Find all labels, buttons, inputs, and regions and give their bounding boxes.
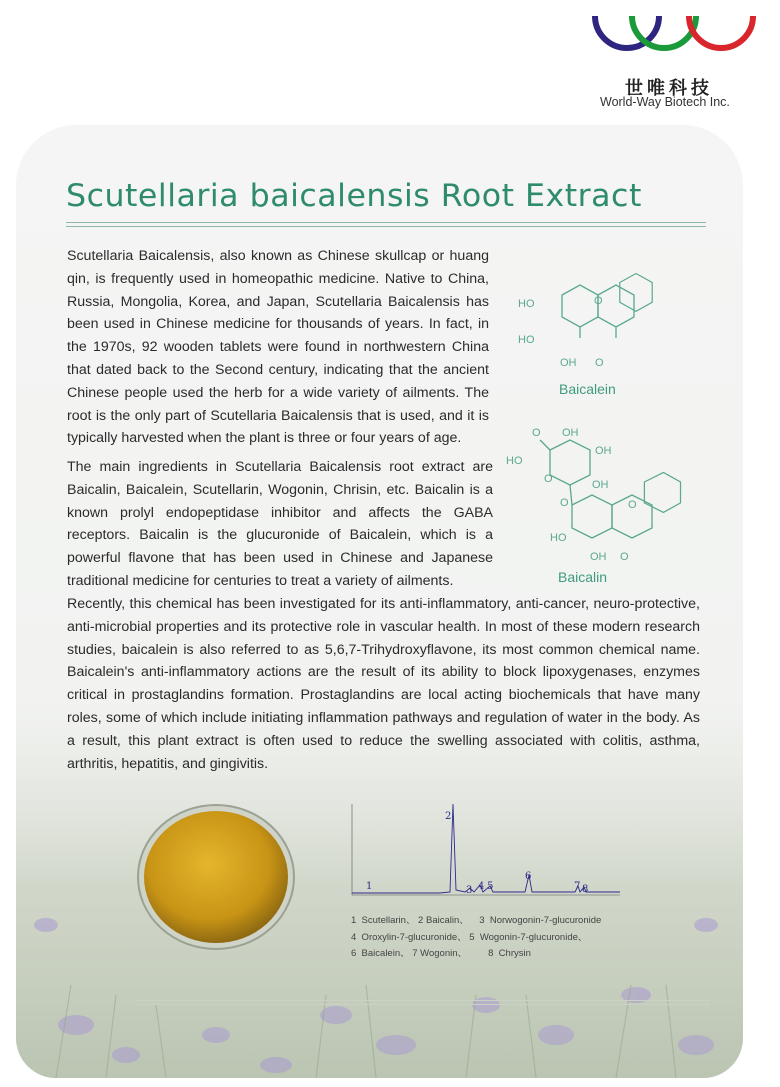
baicalein-ho-2: HO: [518, 334, 535, 346]
baicalin-oh-top: OH: [562, 427, 579, 439]
powder-dish-photo: [136, 802, 296, 952]
baicalin-ho-ring: HO: [550, 532, 567, 544]
legend-line-3: 6 Baicalein、 7 Wogonin、 8 Chrysin: [351, 948, 531, 959]
legend-line-1: 1 Scutellarin、 2 Baicalin、 3 Norwogonin-7-glucuronide: [351, 915, 602, 926]
peak-label-6: 6: [525, 871, 532, 882]
page-title: Scutellaria baicalensis Root Extract: [66, 178, 642, 214]
peak-label-5: 5: [487, 881, 494, 892]
baicalin-oh-right: OH: [595, 445, 612, 457]
peak-label-3: 3: [466, 885, 473, 896]
baicalein-ho-1: HO: [518, 298, 535, 310]
baicalin-label: Baicalin: [558, 569, 608, 585]
baicalin-keto-o: O: [620, 551, 629, 563]
legend-line-2: 4 Oroxylin-7-glucuronide、 5 Wogonin-7-glucuronide、: [351, 931, 588, 943]
chromatogram-trace: [352, 804, 620, 893]
bottom-rule-2: [135, 1004, 710, 1005]
baicalin-o-acid: O: [532, 427, 541, 439]
peak-label-7: 7: [574, 881, 581, 892]
peak-label-4: 4: [478, 881, 485, 892]
peak-label-2: 2: [445, 811, 452, 822]
baicalin-o-sugar: O: [544, 473, 553, 485]
chromatogram-legend: [351, 913, 601, 963]
brand-name-cn: 世唯科技: [625, 78, 713, 99]
research-paragraph: Recently, this chemical has been investigated for its anti-inflammatory, anti-cancer, neuro-protective, anti-microbial properties and its protective role in vascular health. In most of these modern research studies, baicalein is also referred to as 5,6,7-Trihydroxyflavone, its most common chemical name. Baicalein's anti-inflammatory actions are the result of its ability to block lipoxygenases, enzymes critical in prostaglandins formation. Prostaglandins are local acting biochemicals that have many roles, some of which include initiating inflammation pathways and regulation of water in the body. As a result, this plant extract is often used to reduce the swelling associated with colitis, asthma, arthritis, hepatitis, and gingivitis.: [67, 596, 700, 772]
ingredients-paragraph: The main ingredients in Scutellaria Baicalensis root extract are Baicalin, Baicalein, Scutellarin, Wogonin, Chrisin, etc. Baicalin is a known prolyl endopeptidase inhibitor and affects the GABA receptors. Baicalin is the glucuronide of Baicalein, which is a powerful flavone that has been used in Chinese and Japanese traditional medicine for centuries to treat a variety of ailments.: [67, 459, 493, 589]
hplc-chromatogram: [340, 800, 625, 910]
baicalein-ring-o: O: [594, 295, 603, 307]
peak-label-1: 1: [366, 881, 373, 892]
baicalein-keto-o: O: [595, 357, 604, 369]
baicalein-structure: [512, 270, 672, 370]
intro-paragraph: Scutellaria Baicalensis, also known as Chinese skullcap or huang qin, is frequently used in homeopathic medicine. Native to China, Russia, Mongolia, Korea, and Japan, Scutellaria Baicalensis has been used in Chinese medicine for thousands of years. In fact, in the 1970s, 92 wooden tablets were found in northwestern China that dated back to the Second century, indicating that the ancient Chinese people used the herb for a wide variety of ailments. The root is the only part of Scutellaria Baicalensis that is used, and it is typically harvested when the plant is three or four years of age.: [67, 248, 489, 447]
baicalin-structure: [500, 420, 700, 570]
bottom-rule: [135, 1000, 710, 1001]
baicalin-oh-mid: OH: [592, 479, 609, 491]
baicalin-oh-ring: OH: [590, 551, 607, 563]
peak-label-8: 8: [582, 884, 589, 895]
baicalein-oh: OH: [560, 357, 577, 369]
baicalin-ho-acid: HO: [506, 455, 523, 467]
baicalin-o-link: O: [560, 497, 569, 509]
baicalin-ring-o: O: [628, 499, 637, 511]
baicalein-label: Baicalein: [559, 381, 616, 397]
brand-name-en: World-Way Biotech Inc.: [600, 95, 730, 109]
title-rule-2: [66, 226, 706, 227]
title-rule: [66, 222, 706, 223]
